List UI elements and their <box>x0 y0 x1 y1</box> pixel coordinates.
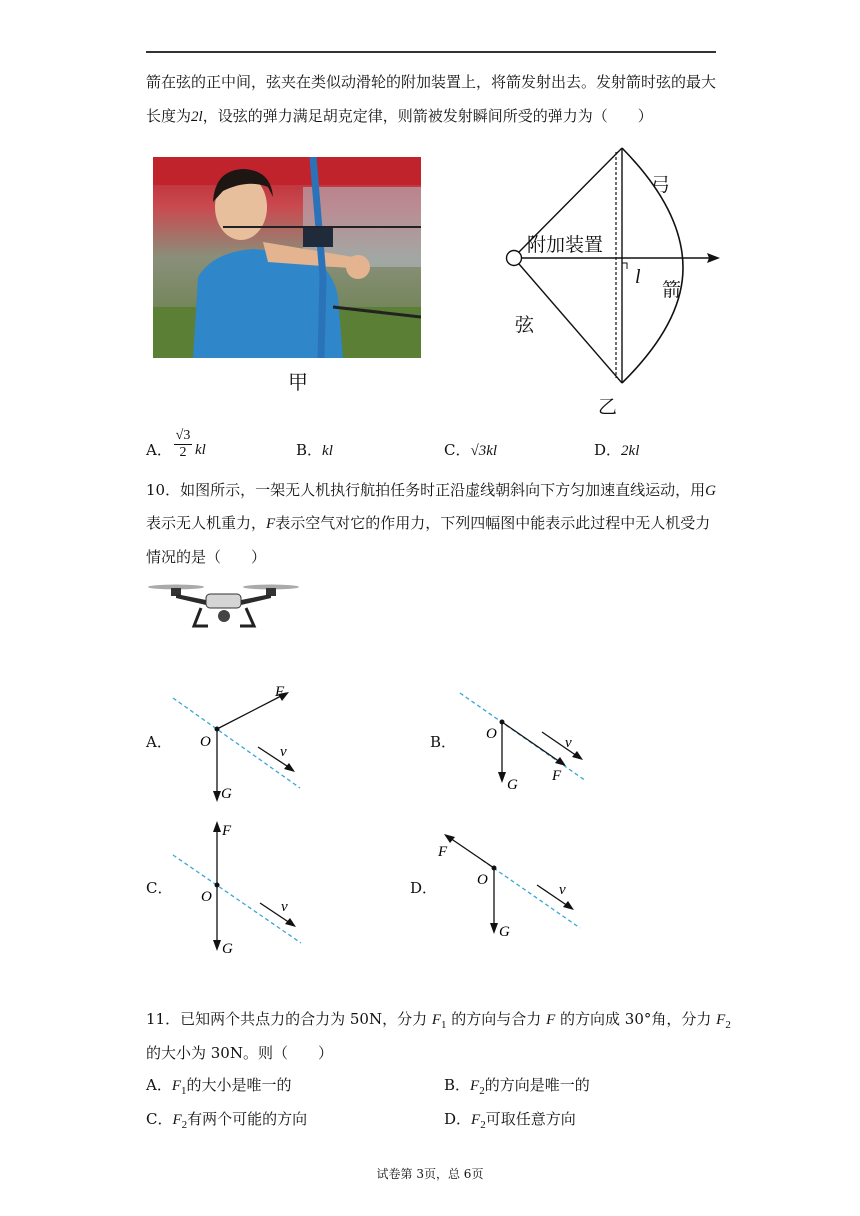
svg-text:O: O <box>486 726 497 742</box>
q10-line1: 10．如图所示，一架无人机执行航拍任务时正沿虚线朝斜向下方匀加速直线运动，用G <box>146 481 716 499</box>
svg-text:F: F <box>222 823 232 839</box>
q9-line2: 长度为2l，设弦的弹力满足胡克定律，则箭被发射瞬间所受的弹力为（ ） <box>146 107 653 125</box>
q11-line1: 11．已知两个共点力的合力为 50N，分力 $F_1$ 的方向与合力 F 的方向成 30°角，分力 $F_2$ <box>146 1010 731 1031</box>
q10-option-b-diagram <box>450 685 595 795</box>
q11-option-d: D．$F_2$可取任意方向 <box>444 1110 576 1131</box>
q9-line1: 箭在弦的正中间，弦夹在类似动滑轮的附加装置上，将箭发射出去。发射箭时弦的最大 <box>146 73 717 91</box>
svg-text:O: O <box>201 889 212 905</box>
drone-image <box>146 580 301 632</box>
svg-text:v: v <box>565 735 572 751</box>
bow-diagram <box>495 138 725 423</box>
q10-option-b-letter: B． <box>430 733 457 751</box>
q9-option-b: B．kl <box>296 441 333 459</box>
q9-option-c: C．√3kl <box>444 441 498 459</box>
q11-option-b: B．$F_2$的方向是唯一的 <box>444 1076 590 1097</box>
q10-option-d-letter: D． <box>410 879 438 897</box>
svg-text:v: v <box>559 882 566 898</box>
svg-text:F: F <box>275 684 285 700</box>
label-string: 弦 <box>515 314 535 336</box>
svg-text:G: G <box>507 777 518 793</box>
page-footer: 试卷第 3页，总 6页 <box>376 1167 484 1181</box>
svg-text:O: O <box>200 734 211 750</box>
q10-option-c-letter: C． <box>146 879 173 897</box>
svg-text:G: G <box>221 786 232 802</box>
q10-option-c-diagram <box>165 815 310 960</box>
header-rule <box>146 51 716 53</box>
svg-text:O: O <box>477 872 488 888</box>
label-bow: 弓 <box>651 174 671 196</box>
q11-line2: 的大小为 30N。则（ ） <box>146 1044 333 1062</box>
label-l: l <box>635 266 641 288</box>
q10-line3: 情况的是（ ） <box>146 548 267 566</box>
diagram-caption: 乙 <box>598 396 618 418</box>
q11-option-c: C．$F_2$有两个可能的方向 <box>146 1110 308 1131</box>
q9-option-a-tail: kl <box>195 442 206 458</box>
svg-text:F: F <box>438 844 448 860</box>
q10-option-a-diagram <box>165 678 310 803</box>
archer-photo <box>153 157 421 358</box>
svg-text:G: G <box>499 924 510 940</box>
q9-option-a-fraction: √3 2 <box>175 428 191 460</box>
q10-option-a-letter: A． <box>146 733 172 751</box>
q10-line2: 表示无人机重力，F表示空气对它的作用力，下列四幅图中能表示此过程中无人机受力 <box>146 514 711 532</box>
svg-text:G: G <box>222 941 233 957</box>
photo-caption: 甲 <box>288 370 308 394</box>
q11-option-a: A．$F_1$的大小是唯一的 <box>146 1076 292 1097</box>
svg-text:F: F <box>552 768 562 784</box>
label-device: 附加装置 <box>527 234 604 256</box>
q10-option-d-diagram <box>432 828 587 946</box>
q9-option-d: D．2kl <box>594 441 640 459</box>
svg-text:v: v <box>281 899 288 915</box>
svg-text:v: v <box>280 744 287 760</box>
label-arrow: 箭 <box>662 279 682 301</box>
q9-option-a: A． <box>146 441 172 459</box>
